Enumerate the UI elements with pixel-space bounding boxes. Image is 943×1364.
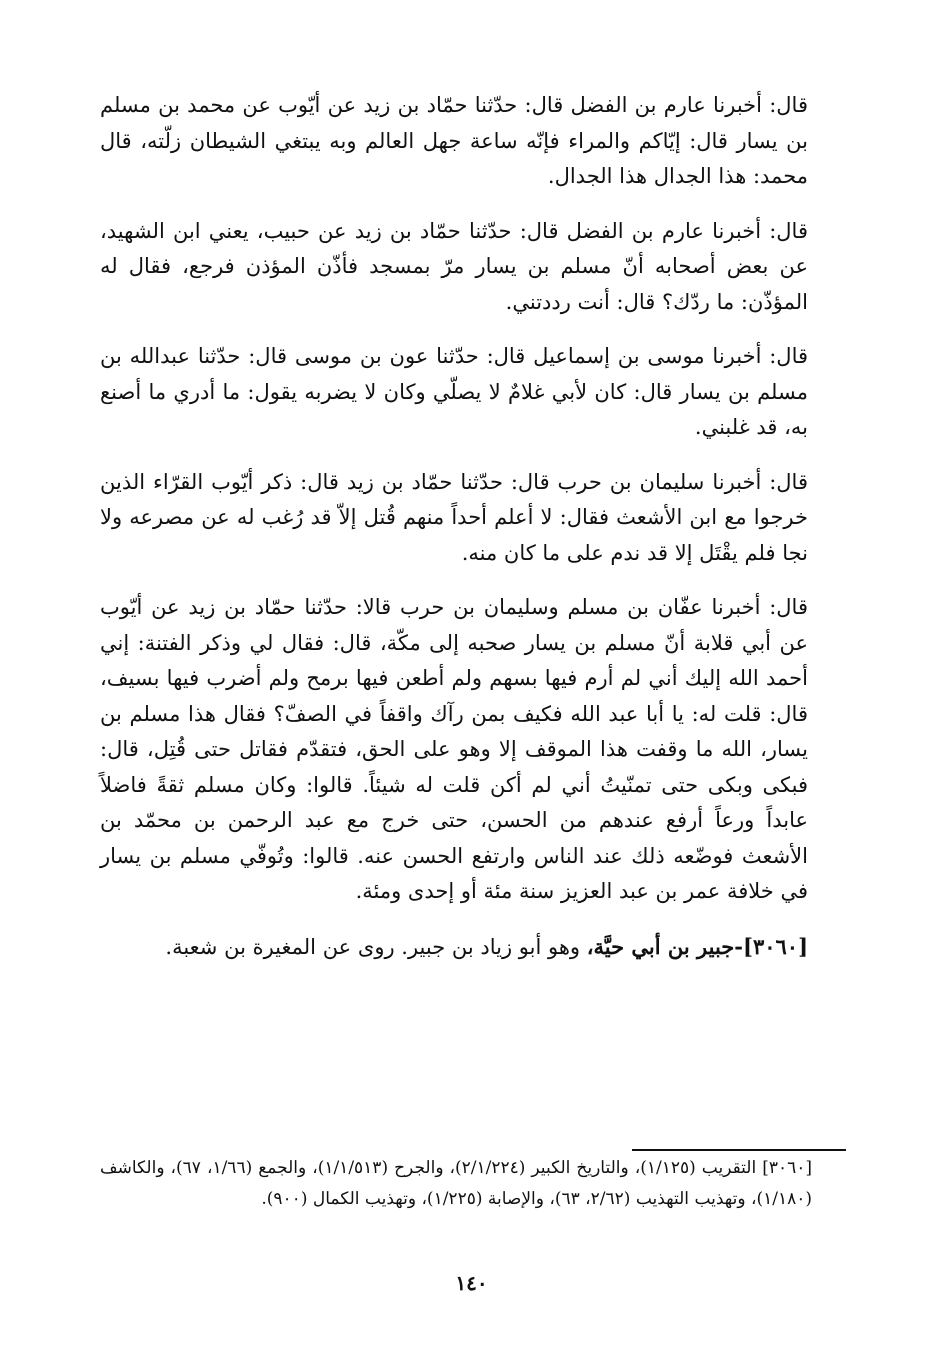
entry-number: [٣٠٦٠]	[743, 933, 808, 959]
entry-text: وهو أبو زياد بن جبير. روى عن المغيرة بن شعبة.	[165, 934, 587, 959]
paragraph-1	[100, 88, 848, 195]
footnote-separator	[632, 1149, 846, 1151]
main-text-block	[100, 88, 848, 965]
paragraph-3	[100, 339, 848, 446]
footnote-text: [٣٠٦٠] التقريب (١/١٢٥)، والتاريخ الكبير (٢/١/٢٢٤)، والجرح (١/١/٥١٣)، والجمع (١/٦٦، ٦٧)، والكاشف (١/١٨٠)، وتهذيب التهذيب (٢/٦٢، ٦٣)، والإصابة (١/٢٢٥)، وتهذيب الكمال (٩٠٠).	[100, 1158, 813, 1209]
page-number: ١٤٠	[455, 1271, 488, 1295]
entry-name: -جبير بن أبي حيَّة،	[586, 933, 743, 959]
paragraph-1-text: قال: أخبرنا عارم بن الفضل قال: حدّثنا حمّاد بن زيد عن أيّوب عن محمد بن مسلم بن يسار قال: إيّاكم والمراء فإنّه ساعة جهل العالم وبه يبتغي الشيطان زلّته، قال محمد: هذا الجدال هذا الجدال.	[100, 93, 808, 188]
paragraph-4-text: قال: أخبرنا سليمان بن حرب قال: حدّثنا حمّاد بن زيد قال: ذكر أيّوب القرّاء الذين خرجوا مع ابن الأشعث فقال: لا أعلم أحداً منهم قُتل إلاّ قد رُغب له عن مصرعه ولا نجا فلم يقْتَل إلا قد ندم على ما كان منه.	[100, 469, 808, 565]
paragraph-5	[100, 590, 848, 910]
biography-entry	[100, 929, 848, 965]
paragraph-5-text: قال: أخبرنا عفّان بن مسلم وسليمان بن حرب قالا: حدّثنا حمّاد بن زيد عن أيّوب عن أبي قلابة أنّ مسلم بن يسار صحبه إلى مكّة، قال: فقال لي وذكر الفتنة: إني أحمد الله إليك أني لم أرم فيها بسهم ولم أطعن فيها برمح ولم أضرب فيها بسيف، قال: قلت له: يا أبا عبد الله فكيف بمن رآك واقفاً في الصفّ؟ فقال هذا مسلم بن يسار، الله ما وقفت هذا الموقف إلا وهو على الحق، فتقدّم فقاتل حتى قُتِل، قال: فبكى وبكى حتى تمنّيتُ أني لم أكن قلت له شيئاً. قالوا: وكان مسلم ثقةً فاضلاً عابداً ورعاً أرفع عندهم من الحسن، حتى خرج مع عبد الرحمن بن محمّد بن الأشعث فوضّعه ذلك عند الناس وارتفع الحسن عنه. قالوا: وتُوفّي مسلم بن يسار في خلافة عمر بن عبد العزيز سنة مئة أو إحدى ومئة.	[100, 595, 808, 903]
paragraph-2-text: قال: أخبرنا عارم بن الفضل قال: حدّثنا حمّاد بن زيد عن حبيب، يعني ابن الشهيد، عن بعض أصحابه أنّ مسلم بن يسار مرّ بمسجد فأذّن المؤذن فرجع، فقال له المؤذّن: ما ردّك؟ قال: أنت رددتني.	[100, 218, 808, 314]
paragraph-2	[100, 214, 848, 321]
paragraph-3-text: قال: أخبرنا موسى بن إسماعيل قال: حدّثنا عون بن موسى قال: حدّثنا عبدالله بن مسلم بن يسار قال: كان لأبي غلامٌ لا يصلّي وكان لا يضربه يقول: ما أدري ما أصنع به، قد غلبني.	[100, 344, 808, 439]
footnote	[100, 1153, 848, 1215]
paragraph-4	[100, 465, 848, 572]
